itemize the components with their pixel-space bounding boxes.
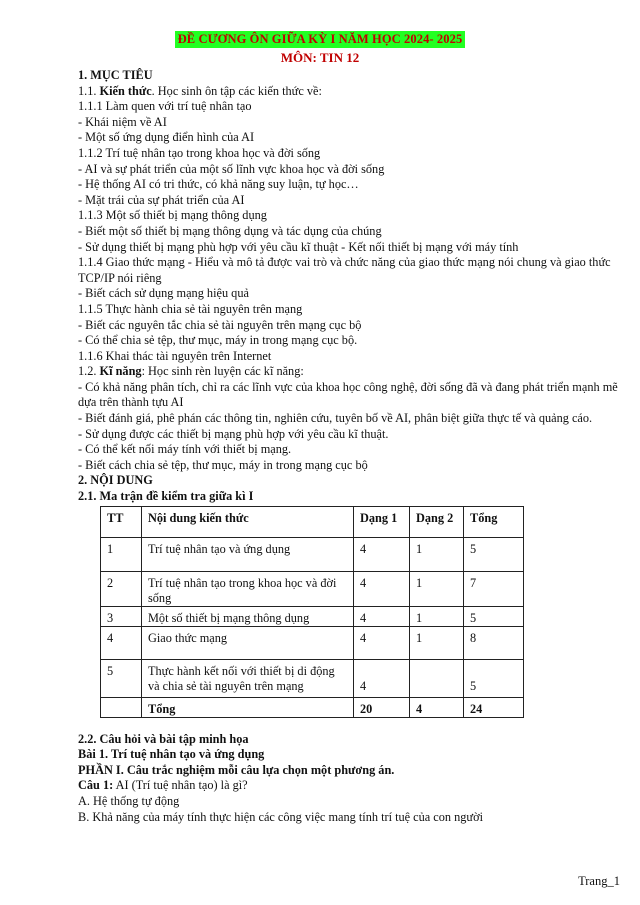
table-cell: Một số thiết bị mạng thông dụng	[142, 606, 354, 626]
table-cell: 1	[410, 606, 464, 626]
test-matrix-table	[100, 506, 524, 718]
table-cell: 4	[354, 626, 410, 659]
table-cell	[464, 659, 524, 697]
table-total-row	[101, 697, 524, 717]
column-header: Tổng	[464, 506, 524, 537]
table-cell	[101, 697, 142, 717]
text-line: - Mặt trái của sự phát triển của AI	[78, 192, 245, 207]
table-cell: 4	[101, 626, 142, 659]
text-line: - AI và sự phát triển của một số lĩnh vực khoa học và đời sống	[78, 161, 385, 176]
table-cell: 4	[354, 537, 410, 571]
section-heading: 1. MỤC TIÊU	[78, 68, 153, 82]
table-row	[101, 571, 524, 606]
table-cell: 4	[410, 697, 464, 717]
table-cell: 5	[101, 659, 142, 697]
table-cell: 1	[101, 537, 142, 571]
text-line: 1.1.4 Giao thức mạng - Hiểu và mô tả được vai trò và chức năng của giao thức mạng nói chung và giao thức TCP/IP nói riêng	[78, 255, 611, 285]
question	[78, 778, 623, 794]
text-line: 1.1.6 Khai thác tài nguyên trên Internet	[78, 348, 272, 363]
text-line: 1.1.1 Làm quen với trí tuệ nhân tạo	[78, 99, 252, 114]
text-line: - Biết cách chia sẻ tệp, thư mục, máy in trong mạng cục bộ	[78, 457, 368, 472]
section-heading: 2. NỘI DUNG	[78, 473, 153, 488]
subsection-heading: 2.2. Câu hỏi và bài tập minh họa	[78, 731, 249, 746]
table-cell: Trí tuệ nhân tạo và ứng dụng	[142, 537, 354, 571]
table-cell: 5	[464, 537, 524, 571]
question-label: Câu 1:	[78, 778, 114, 793]
document-title: ĐỀ CƯƠNG ÔN GIỮA KỲ I NĂM HỌC 2024- 2025	[175, 31, 466, 48]
page-number: Trang_1	[578, 874, 620, 888]
table-cell: 24	[464, 697, 524, 717]
cell-value: 4	[360, 678, 367, 693]
cell-value: 5	[470, 678, 477, 693]
table-cell: Trí tuệ nhân tạo trong khoa học và đời sống	[142, 571, 354, 606]
subsection-bold-label: Kĩ năng	[99, 364, 142, 379]
text-line: - Khái niệm về AI	[78, 114, 167, 129]
subsection-number: 1.1.	[78, 83, 100, 98]
text-line: - Biết đánh giá, phê phán các thông tin, nghiên cứu, tuyên bố về AI, phân biệt giữa thực tế và quảng cáo.	[78, 411, 593, 426]
column-header: Dạng 2	[410, 506, 464, 537]
table-cell: Giao thức mạng	[142, 626, 354, 659]
text-line: - Biết cách sử dụng mạng hiệu quả	[78, 286, 249, 301]
text-line: - Biết một số thiết bị mạng thông dụng và tác dụng của chúng	[78, 223, 382, 238]
table-header-row	[101, 506, 524, 537]
table-cell: 5	[464, 606, 524, 626]
table-cell: 2	[101, 571, 142, 606]
column-header: Dạng 1	[354, 506, 410, 537]
column-header: Nội dung kiến thức	[142, 506, 354, 537]
text-line: - Hệ thống AI có tri thức, có khả năng suy luận, tự học…	[78, 177, 359, 192]
question-text: AI (Trí tuệ nhân tạo) là gì?	[113, 778, 248, 793]
lesson-heading: Bài 1. Trí tuệ nhân tạo và ứng dụng	[78, 747, 265, 762]
table-cell	[410, 659, 464, 697]
table-row	[101, 537, 524, 571]
column-header: TT	[101, 506, 142, 537]
document-body	[78, 68, 623, 825]
table-cell: 1	[410, 571, 464, 606]
answer-option: B. Khả năng của máy tính thực hiện các công việc mang tính trí tuệ của con người	[78, 809, 484, 824]
table-cell: 7	[464, 571, 524, 606]
part-heading: PHẦN I. Câu trắc nghiệm mỗi câu lựa chọn một phương án.	[78, 762, 395, 777]
subsection-skills	[78, 364, 623, 380]
title-wrap	[0, 30, 640, 48]
subsection-number: 1.2.	[78, 364, 100, 379]
table-cell	[354, 659, 410, 697]
table-row	[101, 659, 524, 697]
table-cell: 3	[101, 606, 142, 626]
table-cell: 20	[354, 697, 410, 717]
text-line: - Sử dụng được các thiết bị mạng phù hợp với yêu cầu kĩ thuật.	[78, 426, 389, 441]
text-line: 1.1.2 Trí tuệ nhân tạo trong khoa học và đời sống	[78, 145, 321, 160]
text-line: - Có thể kết nối máy tính với thiết bị mạng.	[78, 442, 292, 457]
subsection-heading: 2.1. Ma trận đề kiểm tra giữa kì I	[78, 489, 254, 504]
table-cell: Thực hành kết nối với thiết bị di động và chia sẻ tài nguyên trên mạng	[142, 659, 354, 697]
subsection-text: : Học sinh rèn luyện các kĩ năng:	[141, 364, 304, 379]
answer-option: A. Hệ thống tự động	[78, 794, 180, 808]
text-line: - Một số ứng dụng điển hình của AI	[78, 130, 255, 145]
text-line: - Sử dụng thiết bị mạng phù hợp với yêu cầu kĩ thuật - Kết nối thiết bị mạng với máy tính	[78, 239, 519, 254]
table-cell: 8	[464, 626, 524, 659]
subsection-knowledge	[78, 84, 623, 100]
table-cell: Tổng	[142, 697, 354, 717]
text-line: 1.1.5 Thực hành chia sẻ tài nguyên trên mạng	[78, 301, 303, 316]
text-line: - Có khả năng phân tích, chỉ ra các lĩnh vực của khoa học công nghệ, đời sống đã và đang phát triển mạnh mẽ dựa trên thành tựu AI	[78, 379, 618, 410]
table-cell: 4	[354, 606, 410, 626]
table-cell: 1	[410, 626, 464, 659]
text-line: - Biết các nguyên tắc chia sẻ tài nguyên trên mạng cục bộ	[78, 317, 362, 332]
subsection-text: . Học sinh ôn tập các kiến thức về:	[151, 83, 322, 98]
table-row	[101, 606, 524, 626]
text-line: 1.1.3 Một số thiết bị mạng thông dụng	[78, 208, 267, 223]
table-cell: 1	[410, 537, 464, 571]
table-row	[101, 626, 524, 659]
subsection-bold-label: Kiến thức	[99, 83, 152, 98]
table-cell: 4	[354, 571, 410, 606]
document-subtitle: MÔN: TIN 12	[280, 50, 360, 65]
text-line: - Có thể chia sẻ tệp, thư mục, máy in trong mạng cục bộ.	[78, 333, 358, 348]
